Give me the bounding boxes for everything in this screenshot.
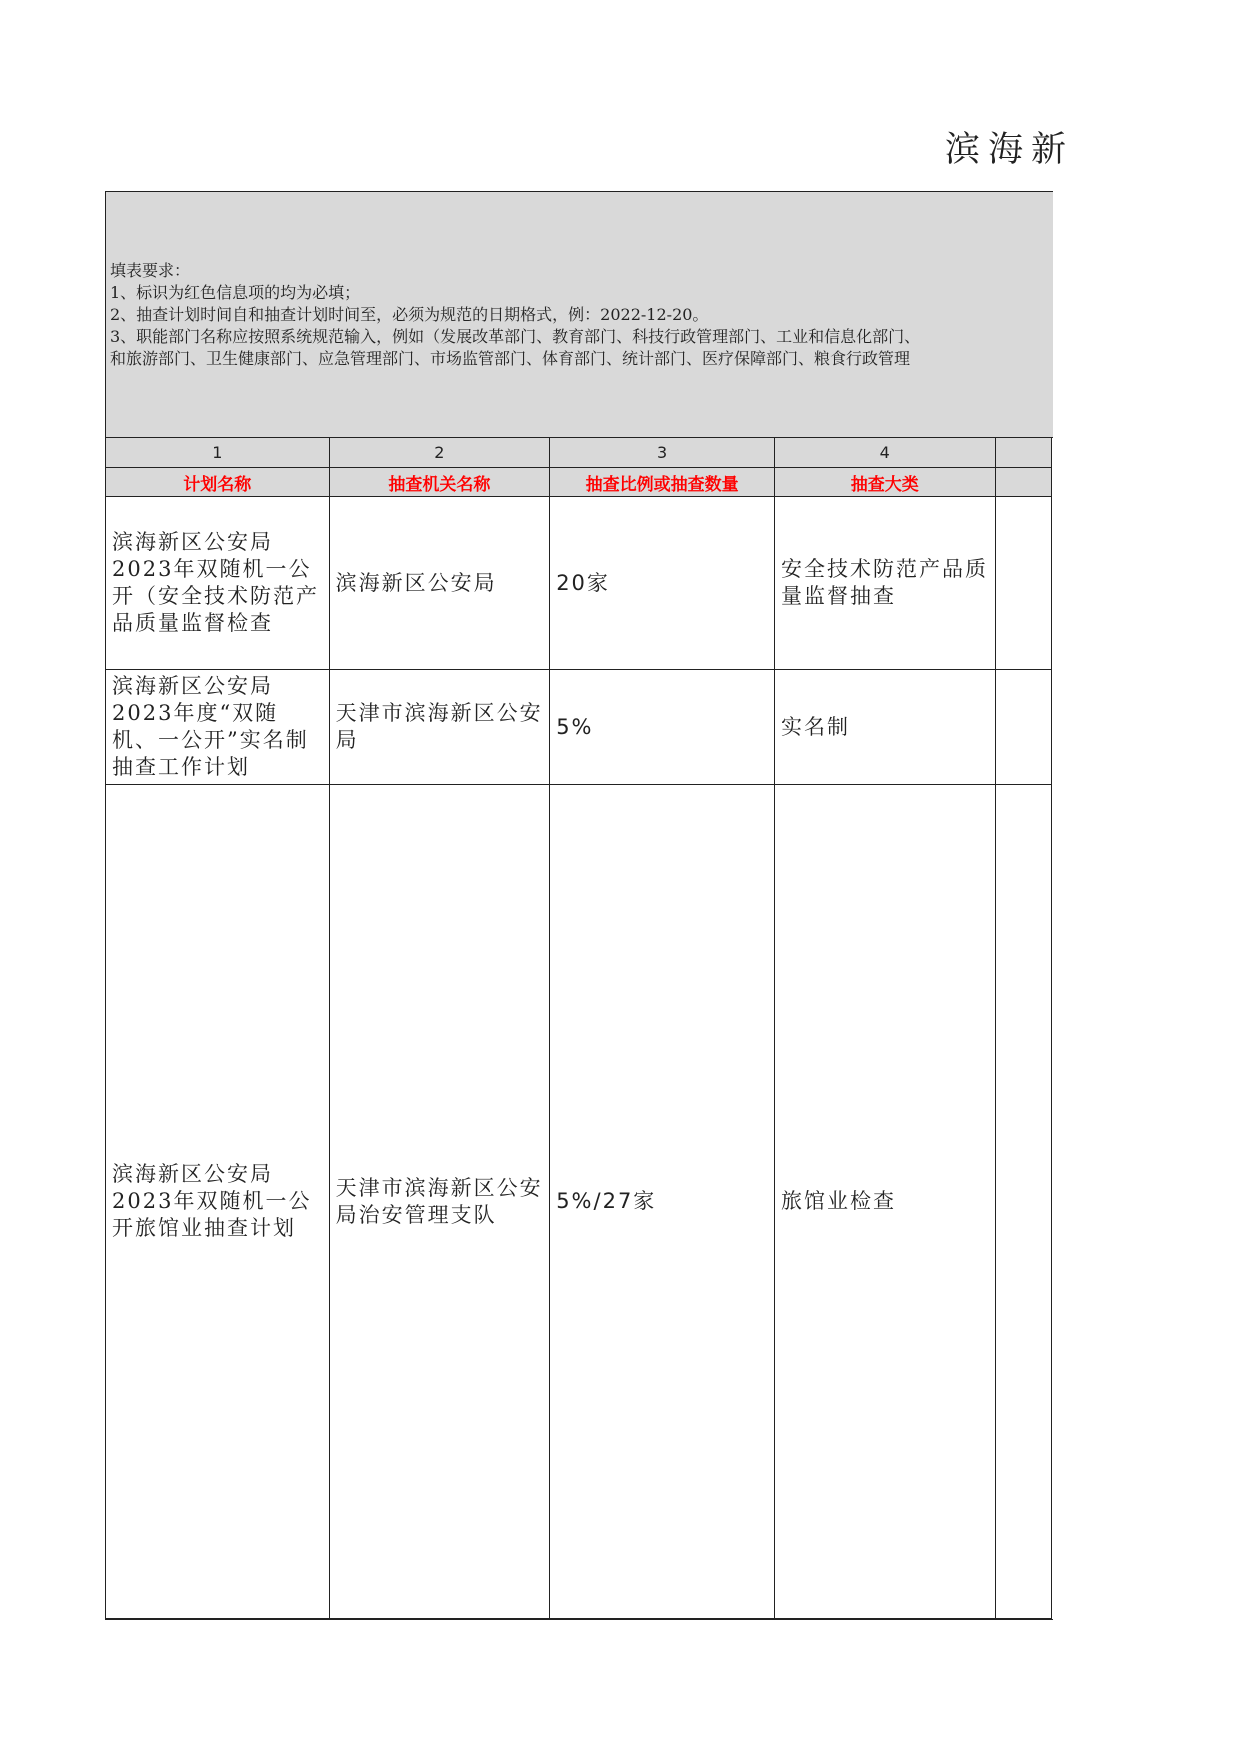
ratio-cell[interactable]: 5%/27家 — [550, 785, 775, 1619]
agency-cell[interactable]: 天津市滨海新区公安局 — [329, 670, 550, 785]
column-number[interactable]: 3 — [550, 438, 775, 468]
agency-cell[interactable]: 天津市滨海新区公安局治安管理支队 — [329, 785, 550, 1619]
ratio-cell[interactable]: 20家 — [550, 497, 775, 670]
column-number[interactable]: 2 — [329, 438, 550, 468]
header-ratio[interactable]: 抽查比例或抽查数量 — [550, 468, 775, 497]
instruction-line: 3、职能部门名称应按照系统规范输入，例如（发展改革部门、教育部门、科技行政管理部门、工业和信息化部门、 — [110, 327, 921, 346]
instruction-line: 2、抽查计划时间自和抽查计划时间至，必须为规范的日期格式，例：2022-12-20。 — [110, 305, 709, 324]
header-category[interactable]: 抽查大类 — [774, 468, 995, 497]
category-cell[interactable]: 安全技术防范产品质量监督抽查 — [774, 497, 995, 670]
header-overflow[interactable] — [995, 468, 1051, 497]
plan-table — [105, 437, 1052, 1619]
header-agency-name[interactable]: 抽查机关名称 — [329, 468, 550, 497]
column-number-overflow[interactable] — [995, 438, 1051, 468]
plan-name-cell[interactable]: 滨海新区公安局2023年度“双随机、一公开”实名制抽查工作计划 — [106, 670, 330, 785]
category-cell[interactable]: 实名制 — [774, 670, 995, 785]
column-number[interactable]: 4 — [774, 438, 995, 468]
overflow-cell[interactable] — [995, 670, 1051, 785]
table-row — [106, 497, 1052, 670]
table-row — [106, 670, 1052, 785]
category-cell[interactable]: 旅馆业检查 — [774, 785, 995, 1619]
page-title: 滨海新 — [945, 130, 1075, 170]
instructions-heading: 填表要求： — [110, 261, 191, 280]
overflow-cell[interactable] — [995, 497, 1051, 670]
ratio-cell[interactable]: 5% — [550, 670, 775, 785]
instruction-line: 和旅游部门、卫生健康部门、应急管理部门、市场监管部门、体育部门、统计部门、医疗保障部门、粮食行政管理 — [110, 349, 911, 368]
overflow-cell[interactable] — [995, 785, 1051, 1619]
fill-instructions — [106, 192, 1053, 438]
column-number[interactable]: 1 — [106, 438, 330, 468]
plan-name-cell[interactable]: 滨海新区公安局2023年双随机一公开旅馆业抽查计划 — [106, 785, 330, 1619]
column-number-row — [106, 438, 1052, 468]
instruction-line: 1、标识为红色信息项的均为必填； — [110, 283, 361, 302]
plan-name-cell[interactable]: 滨海新区公安局2023年双随机一公开（安全技术防范产品质量监督检查 — [106, 497, 330, 670]
spreadsheet — [105, 191, 1053, 1620]
header-plan-name[interactable]: 计划名称 — [106, 468, 330, 497]
header-row — [106, 468, 1052, 497]
table-row — [106, 785, 1052, 1619]
agency-cell[interactable]: 滨海新区公安局 — [329, 497, 550, 670]
